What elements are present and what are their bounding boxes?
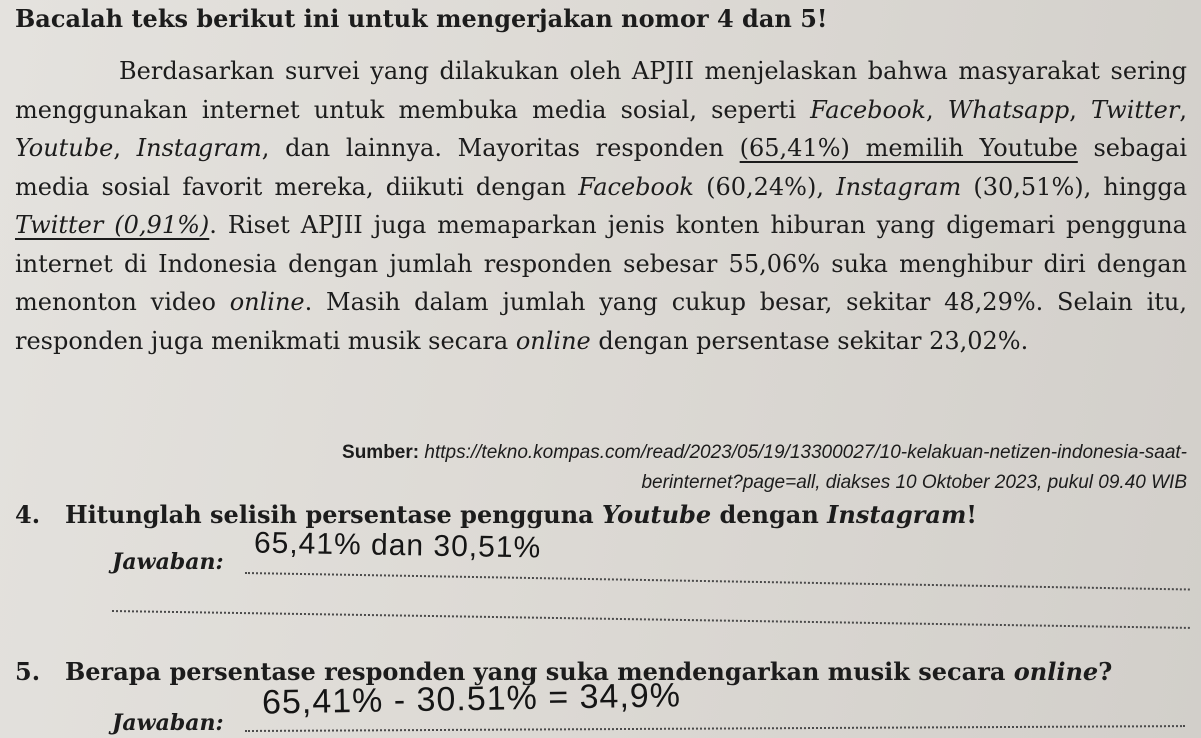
source-url: https://tekno.kompas.com/read/2023/05/19/13300027/10-kelakuan-netizen-indonesia-saat- [419,442,1187,463]
handwritten-answer-5: 65,41% - 30.51% = 34,9% [261,676,682,722]
question-text-part: Youtube [602,500,712,529]
passage-text: , [925,95,948,124]
passage-text: , [113,134,137,162]
source-line-2 [187,468,1187,498]
source-url-continued: berinternet?page=all, diakses 10 Oktober 2023, pukul 09.40 WIB [641,472,1187,493]
passage-text: , [1069,95,1092,124]
question-text-part: ! [966,500,977,529]
reading-passage [15,52,1187,360]
answer-line[interactable] [245,572,1190,590]
answer-label: Jawaban: [112,710,224,736]
passage-text: , [1179,95,1187,124]
passage-text: Berdasarkan survei yang dilakukan oleh APJII menjelaskan bahwa masyarakat sering menggunakan internet untuk membuka media sosial, seperti [15,57,1187,124]
handwritten-answer-4: 65,41% dan 30,51% [253,526,542,565]
underlined-twitter-figure: Twitter (0,91%) [15,211,210,239]
answer-label: Jawaban: [112,549,224,575]
passage-text: sebagai media sosial favorit mereka, diikuti dengan [15,134,1188,201]
passage-text: Facebook [578,172,694,201]
underlined-youtube-figure: (65,41%) memilih Youtube [739,134,1078,162]
question-text-part: Instagram [827,500,967,529]
answer-line[interactable] [245,725,1185,732]
passage-text: . Masih dalam jumlah yang cukup besar, sekitar 48,29%. Selain itu, responden juga menikmati musik secara [15,288,1188,355]
passage-text: Twitter [1091,95,1180,124]
question-text-part: ? [1098,657,1113,686]
instruction-heading: Bacalah teks berikut ini untuk mengerjakan nomor 4 dan 5! [15,4,828,33]
passage-text: online [515,326,591,355]
question-4 [15,500,977,529]
question-text [65,500,977,529]
passage-text: (30,51%), hingga [961,172,1188,201]
question-number: 4. [15,500,41,529]
question-text-part: Berapa persentase responden yang suka mendengarkan musik secara [65,657,1014,686]
passage-text: . Riset APJII juga memaparkan jenis konten hiburan yang digemari pengguna internet di Indonesia dengan jumlah responden sebesar 55,06% suka menghibur diri dengan menonton video [15,211,1187,316]
question-text-part: Hitunglah selisih persentase pengguna [65,500,603,529]
source-citation [187,438,1187,498]
answer-line[interactable] [112,610,1190,629]
passage-text: Facebook [810,95,926,124]
question-text-part: dengan [711,500,828,529]
passage-text: Whatsapp [947,95,1070,124]
source-line-1 [187,438,1187,468]
passage-text: Instagram [836,172,962,201]
passage-text: , dan lainnya. Mayoritas responden [261,134,740,162]
passage-text: Instagram [136,134,262,162]
passage-text: dengan persentase sekitar 23,02%. [590,326,1029,355]
passage-text: (60,24%), [693,172,837,201]
question-text-part: online [1013,657,1099,686]
question-number: 5. [15,657,41,686]
passage-text: online [229,288,305,316]
source-label: Sumber: [342,442,420,463]
passage-text: Youtube [15,134,114,162]
